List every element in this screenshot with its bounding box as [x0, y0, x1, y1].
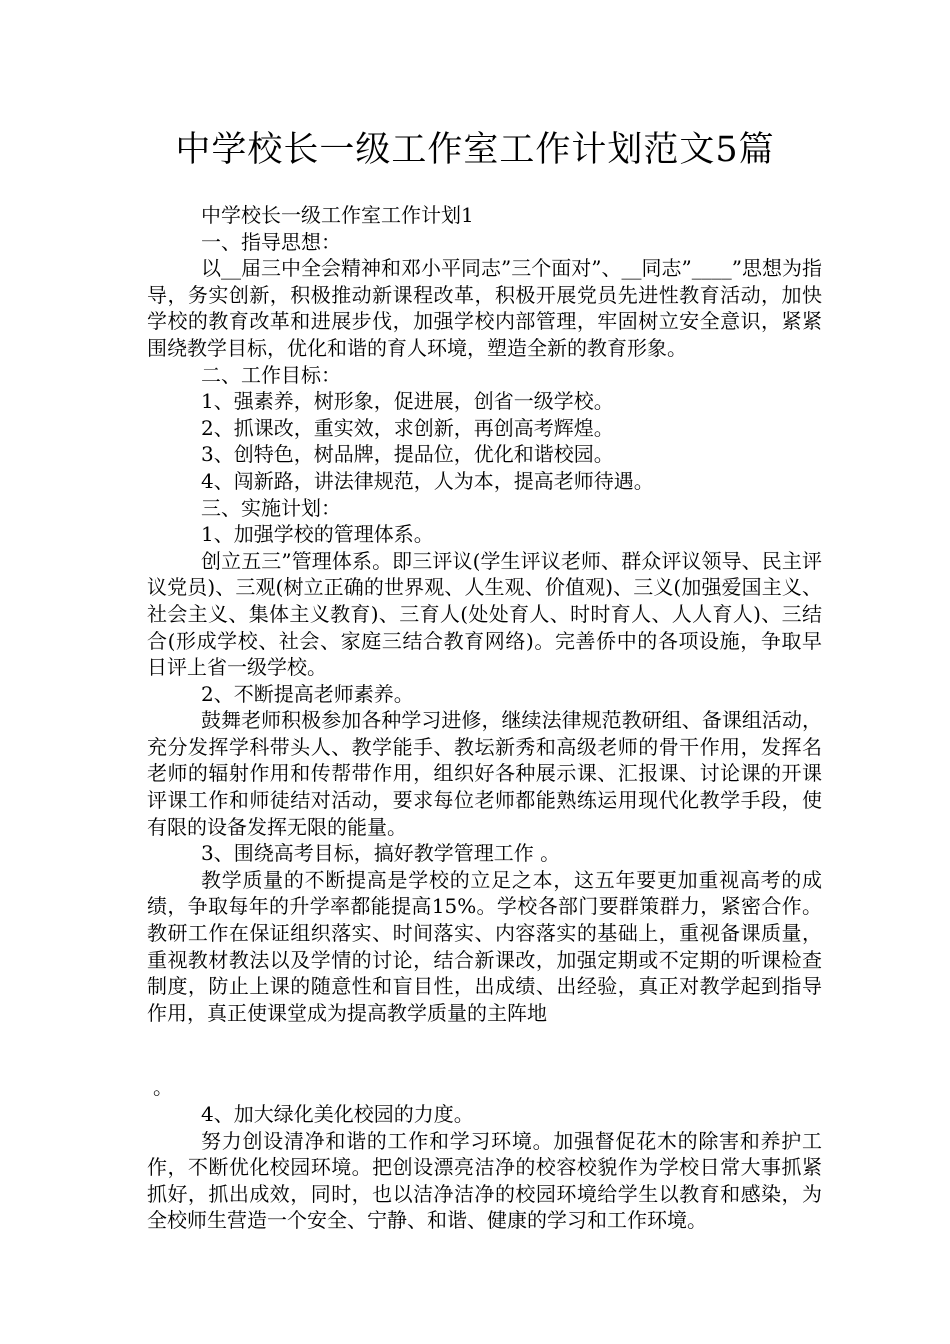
paragraph: 鼓舞老师积极参加各种学习进修，继续法律规范教研组、备课组活动，充分发挥学科带头人、教学能手、教坛新秀和高级老师的骨干作用，发挥名老师的辐射作用和传帮带作用，组织好各种展示课、汇报课、讨论课的开课评课工作和师徒结对活动，要求每位老师都能熟练运用现代化教学手段，使有限的设备发挥无限的能量。 [147, 708, 822, 839]
list-item: 2、抓课改，重实效，求创新，再创高考辉煌。 [201, 415, 614, 440]
document-title: 中学校长一级工作室工作计划范文5篇 [175, 130, 775, 170]
document-body [147, 202, 822, 1234]
paragraph: 创立五三”管理体系。即三评议(学生评议老师、群众评议领导、民主评议党员)、三观(树立正确的世界观、人生观、价值观)、三义(加强爱国主义、社会主义、集体主义教育)、三育人(处处育人、时时育人、人人育人)、三结合(形成学校、社会、家庭三结合教育网络)。完善侨中的各项设施，争取早日评上省一级学校。 [147, 548, 822, 680]
subsection-heading: 2、不断提高老师素养。 [201, 681, 414, 706]
subsection-heading: 3、围绕高考目标，搞好教学管理工作 。 [201, 841, 561, 866]
section-heading: 一、指导思想： [201, 229, 341, 254]
list-item: 3、创特色，树品牌，提品位，优化和谐校园。 [201, 442, 614, 467]
list-item: 4、闯新路，讲法律规范，人为本，提高老师待遇。 [201, 468, 654, 493]
stray-period: 。 [153, 1075, 173, 1100]
list-item: 1、强素养，树形象，促进展，创省一级学校。 [201, 389, 614, 414]
section-heading: 二、工作目标： [201, 362, 341, 387]
paragraph: 教学质量的不断提高是学校的立足之本，这五年要更加重视高考的成绩，争取每年的升学率都能提高15%。学校各部门要群策群力，紧密合作。教研工作在保证组织落实、时间落实、内容落实的基础上，重视备课质量，重视教材教法以及学情的讨论，结合新课改，加强定期或不定期的听课检查制度，防止上课的随意性和盲目性，出成绩、出经验，真正对教学起到指导作用，真正使课堂成为提高教学质量的主阵地 [147, 867, 822, 1025]
section-heading: 三、实施计划： [201, 495, 341, 520]
subsection-heading: 4、加大绿化美化校园的力度。 [201, 1102, 474, 1126]
blank-gap [147, 1026, 822, 1074]
paragraph: 中学校长一级工作室工作计划1 [201, 203, 474, 227]
subsection-heading: 1、加强学校的管理体系。 [201, 522, 434, 547]
paragraph: 努力创设清净和谐的工作和学习环境。加强督促花木的除害和养护工作，不断优化校园环境。把创设漂亮洁净的校容校貌作为学校日常大事抓紧抓好，抓出成效，同时，也以洁净洁净的校园环境给学生以教育和感染，为全校师生营造一个安全、宁静、和谐、健康的学习和工作环境。 [147, 1128, 822, 1233]
paragraph: 以__届三中全会精神和邓小平同志”三个面对”、__同志”____”思想为指导，务实创新，积极推动新课程改革，积极开展党员先进性教育活动，加快学校的教育改革和进展步伐，加强学校内部管理，牢固树立安全意识，紧紧围绕教学目标，优化和谐的育人环境，塑造全新的教育形象。 [147, 256, 822, 360]
